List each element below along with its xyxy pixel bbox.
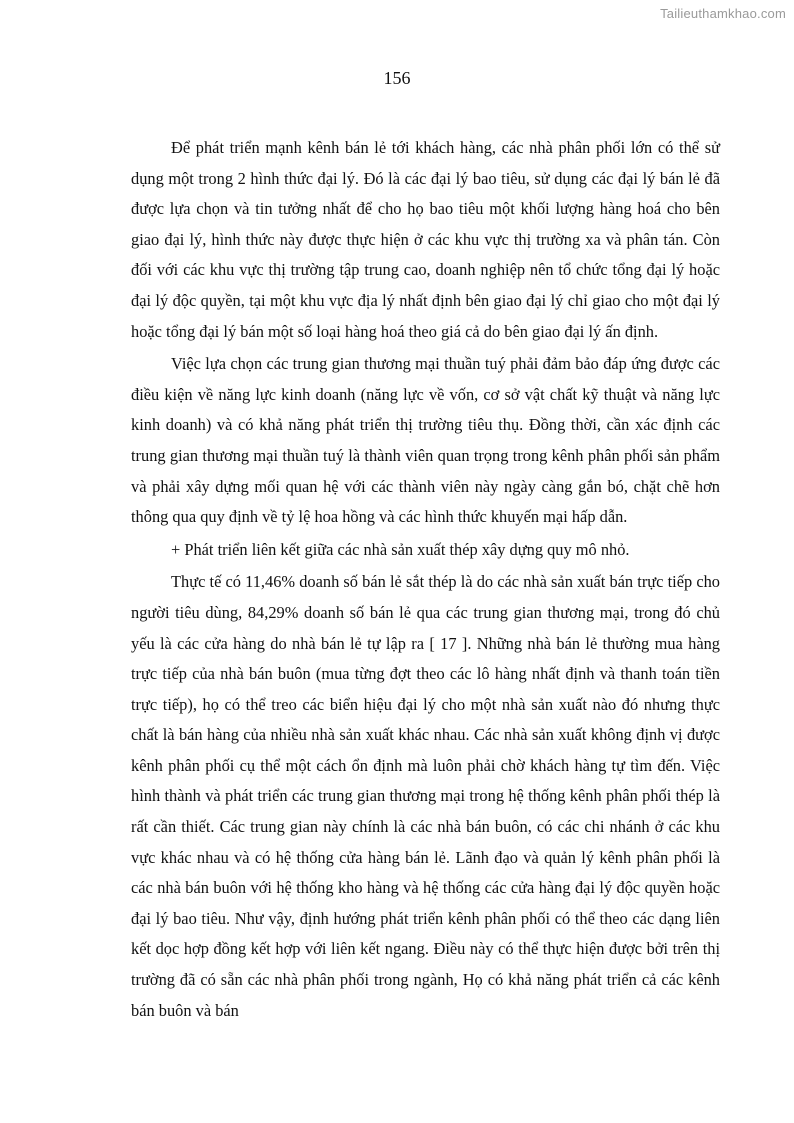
watermark: Tailieuthamkhao.com: [660, 6, 786, 21]
paragraph-2: Việc lựa chọn các trung gian thương mại thuần tuý phải đảm bảo đáp ứng được các điều kiện về năng lực kinh doanh (năng lực về vốn, cơ sở vật chất kỹ thuật và năng lực kinh doanh) và có khả năng phát triển thị trường tiêu thụ. Đồng thời, cần xác định các trung gian thương mại thuần tuý là thành viên quan trọng trong kênh phân phối sản phẩm và phải xây dựng mối quan hệ với các thành viên này ngày càng gắn bó, chặt chẽ hơn thông qua quy định về tỷ lệ hoa hồng và các hình thức khuyến mại hấp dẫn.: [131, 354, 720, 527]
paragraph-3: + Phát triển liên kết giữa các nhà sản xuất thép xây dựng quy mô nhỏ.: [171, 539, 630, 559]
paragraph-4: Thực tế có 11,46% doanh số bán lẻ sắt thép là do các nhà sản xuất bán trực tiếp cho người tiêu dùng, 84,29% doanh số bán lẻ qua các trung gian thương mại, trong đó chủ yếu là các cửa hàng do nhà bán lẻ tự lập ra [ 17 ]. Những nhà bán lẻ thường mua hàng trực tiếp của nhà bán buôn (mua từng đợt theo các lô hàng nhất định và thanh toán tiền trực tiếp), họ có thể treo các biển hiệu đại lý cho một nhà sản xuất nào đó nhưng thực chất là bán hàng của nhiều nhà sản xuất khác nhau. Các nhà sản xuất không định vị được kênh phân phối cụ thể một cách ổn định mà luôn phải chờ khách hàng tự tìm đến. Việc hình thành và phát triển các trung gian thương mại trong hệ thống kênh phân phối thép là rất cần thiết. Các trung gian này chính là các nhà bán buôn, có các chi nhánh ở các khu vực khác nhau và có hệ thống cửa hàng bán lẻ. Lãnh đạo và quản lý kênh phân phối là các nhà bán buôn với hệ thống kho hàng và hệ thống các cửa hàng đại lý độc quyền hoặc đại lý bao tiêu. Như vậy, định hướng phát triển kênh phân phối có thể theo các dạng liên kết dọc hợp đồng kết hợp với liên kết ngang. Điều này có thể thực hiện được bởi trên thị trường đã có sẵn các nhà phân phối trong ngành, Họ có khả năng phát triển cả các kênh bán buôn và bán: [131, 572, 720, 1020]
document-body: [131, 133, 720, 1026]
page-number: 156: [383, 68, 411, 88]
paragraph-1: Để phát triển mạnh kênh bán lẻ tới khách hàng, các nhà phân phối lớn có thể sử dụng một trong 2 hình thức đại lý. Đó là các đại lý bao tiêu, sử dụng các đại lý bán lẻ đã được lựa chọn và tin tưởng nhất để cho họ bao tiêu một khối lượng hàng hoá cho bên giao đại lý, hình thức này được thực hiện ở các khu vực thị trường xa và phân tán. Còn đối với các khu vực thị trường tập trung cao, doanh nghiệp nên tổ chức tổng đại lý hoặc đại lý độc quyền, tại một khu vực địa lý nhất định bên giao đại lý chỉ giao cho một đại lý hoặc tổng đại lý bán một số loại hàng hoá theo giá cả do bên giao đại lý ấn định.: [131, 138, 720, 341]
